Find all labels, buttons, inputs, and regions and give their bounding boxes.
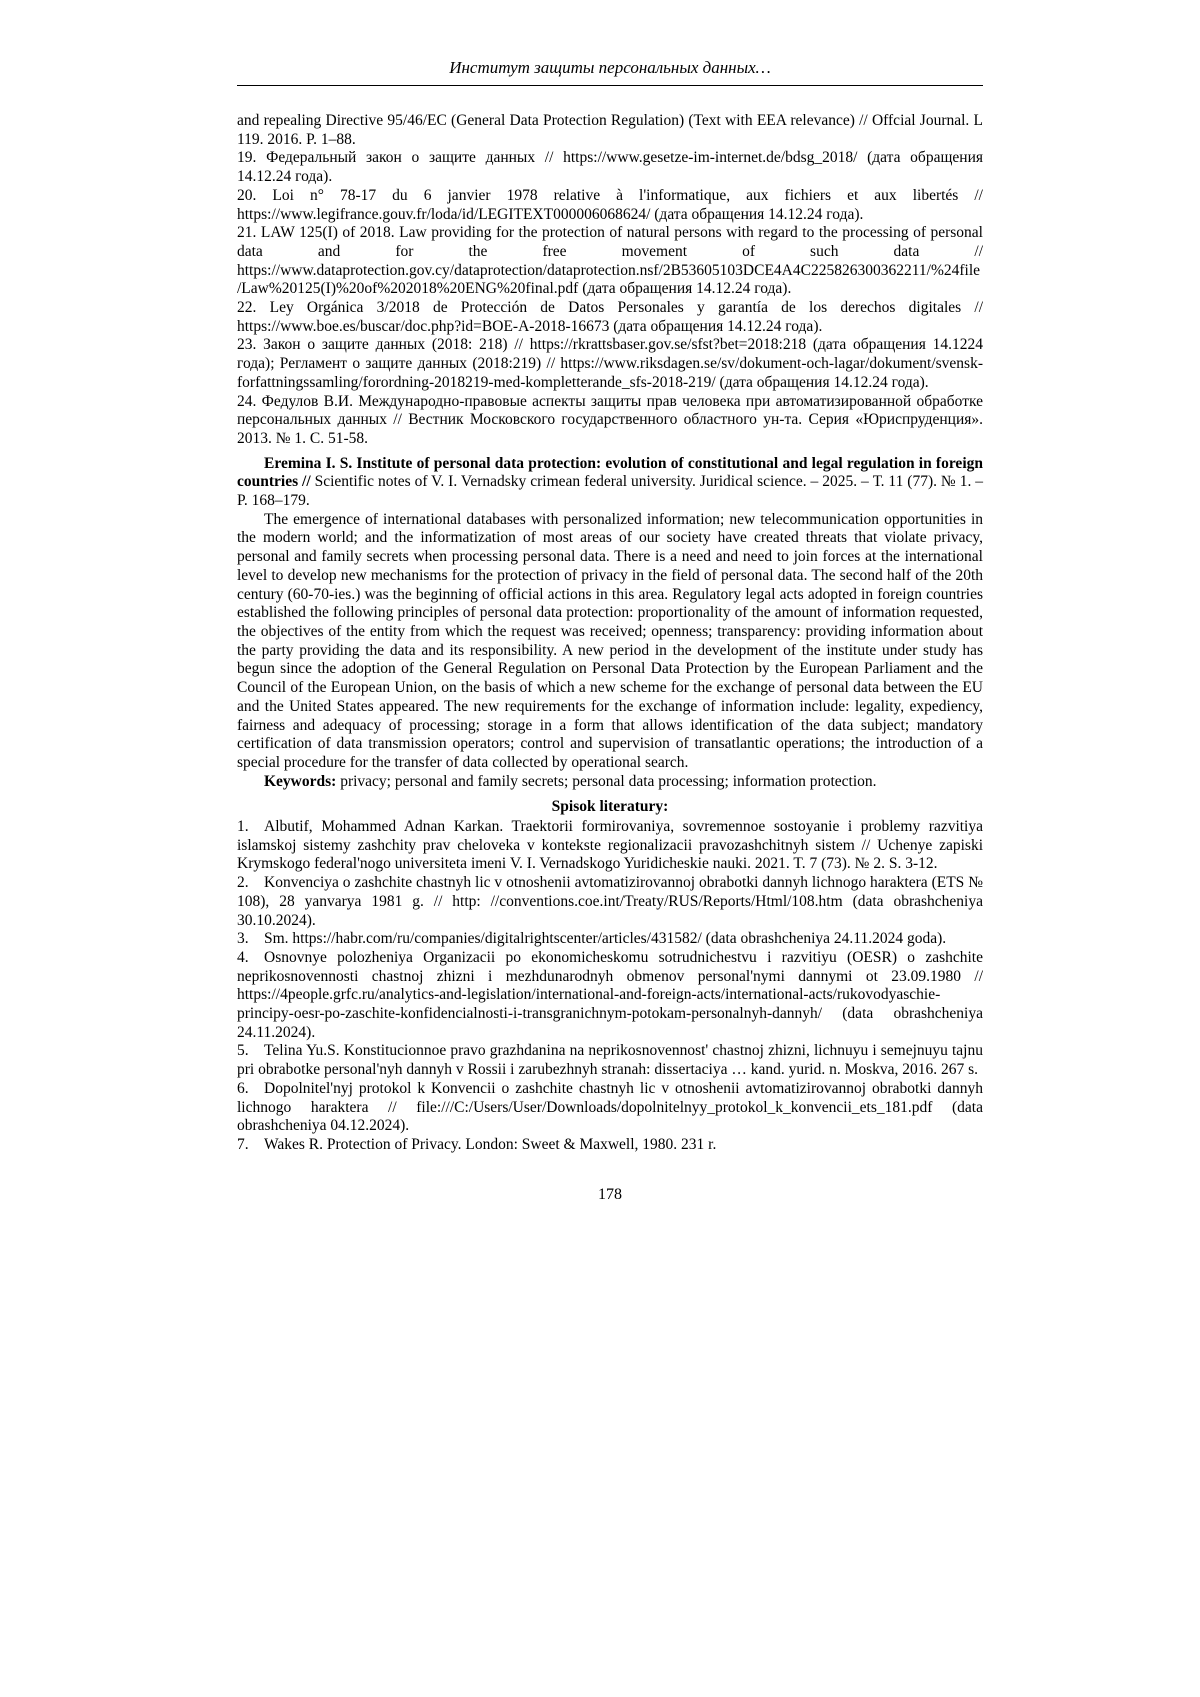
reference-item-20: 20. Loi n° 78-17 du 6 janvier 1978 relative à l'informatique, aux fichiers et aux libertés // https://www.legifrance.gouv.fr/loda/id/LEGITEXT000006068624/ (дата обращения 14.12.24 года). (237, 186, 983, 223)
item-text: Sm. https://habr.com/ru/companies/digitalrightscenter/articles/431582/ (data obrashcheniya 24.11.2024 goda). (264, 930, 947, 948)
item-text: Telina Yu.S. Konstitucionnoe pravo grazhdanina na neprikosnovennost' chastnoj zhizni, lichnuyu i semejnuyu tajnu pri obrabotke personal'nyh dannyh v Rossii i zarubezhnyh stranah: dissertaciya … kand. yurid. n. Moskva, 2016. 267 s. (237, 1042, 983, 1079)
item-number: 6. (237, 1079, 249, 1097)
citation-bold-lead: Eremina I. S. Institute of personal data protection: evolution of constitutional and legal regulation in foreign countries // (237, 454, 983, 491)
item-text: Osnovnye polozheniya Organizacii po ekonomicheskomu sotrudnichestvu i razvitiyu (OESR) o zashchite neprikosnovennosti chastnoj zhizni i mezhdunarodnyh obmenov personal'nymi dannymi ot 23.09.1980 // https://4people.grfc.ru/analytics-and-legislation/international-and-foreign-acts/international-acts/rukovodyaschie-principy-oesr-po-zaschite-konfidencialnosti-i-transgranichnym-potokam-personalnyh-dannyh/ (data obrashcheniya 24.11.2024). (237, 948, 983, 1041)
bibliography-item-3 (237, 930, 983, 949)
page-number: 178 (598, 1185, 622, 1203)
item-number: 1. (237, 818, 249, 836)
bibliography-heading: Spisok literatury: (551, 798, 669, 816)
item-number: 5. (237, 1042, 249, 1060)
item-number: 7. (237, 1135, 249, 1153)
bibliography-item-5 (237, 1042, 983, 1079)
bibliography-item-4 (237, 949, 983, 1043)
citation-source: Scientific notes of V. I. Vernadsky crimean federal university. Juridical science. – 2025. – Т. 11 (77). № 1. – P. 168–179. (237, 473, 984, 510)
bibliography-item-7 (237, 1136, 983, 1155)
abstract-paragraph: The emergence of international databases with personalized information; new telecommunication opportunities in the modern world; and the informatization of most areas of our society have created threats that violate privacy, personal and family secrets when processing personal data. There is a need and need to join forces at the international level to develop new mechanisms for the protection of privacy in the field of personal data. The second half of the 20th century (60-70-ies.) was the beginning of official actions in this area. Regulatory legal acts adopted in foreign countries established the following principles of personal data protection: proportionality of the amount of information requested, the objectives of the entity from which the request was received; openness; transparency: providing information about the party providing the data and its responsibility. A new period in the development of the institute under study has begun since the adoption of the General Regulation on Personal Data Protection by the European Parliament and the Council of the European Union, on the basis of which a new scheme for the exchange of personal data between the EU and the United States appeared. The new requirements for the exchange of information include: legality, expediency, fairness and adequacy of processing; storage in a form that allows identification of the data subject; mandatory certification of data transmission operators; control and supervision of transatlantic operations; the introduction of a special procedure for the transfer of data collected by operational search. (237, 510, 983, 771)
item-number: 2. (237, 874, 249, 892)
reference-continuation: and repealing Directive 95/46/EC (General Data Protection Regulation) (Text with EEA relevance) // Offcial Journal. L 119. 2016. P. 1–88. (237, 112, 983, 148)
item-text: Wakes R. Protection of Privacy. London: Sweet & Maxwell, 1980. 231 r. (264, 1135, 717, 1153)
keywords-label: Keywords: (264, 772, 337, 790)
bibliography-section (237, 818, 983, 1155)
keywords-text: privacy; personal and family secrets; personal data processing; information protection. (340, 772, 877, 790)
reference-item-24: 24. Федулов В.И. Международно-правовые аспекты защиты прав человека при автоматизированной обработке персональных данных // Вестник Московского государственного областного ун-та. Серия «Юриспруденция». 2013. № 1. С. 51-58. (237, 392, 983, 447)
bibliography-item-1 (237, 818, 983, 874)
bibliography-item-2 (237, 874, 983, 930)
references-section (237, 112, 983, 449)
citation-paragraph (237, 455, 983, 511)
keywords-paragraph (237, 773, 983, 792)
header-rule (237, 85, 983, 86)
running-header: Институт защиты персональных данных… (449, 58, 771, 77)
reference-item-21: 21. LAW 125(I) of 2018. Law providing for the protection of natural persons with regard to the processing of personal data and for the free movement of such data // https://www.dataprotection.gov.cy/dataprotection/dataprotection.nsf/2B53605103DCE4A4C225826300362211/%24file/Law%20125(I)%20of%202018%20ENG%20final.pdf (дата обращения 14.12.24 года). (237, 224, 983, 298)
item-text: Dopolnitel'nyj protokol k Konvencii o zashchite chastnyh lic v otnoshenii avtomatizirovannoj obrabotki dannyh lichnogo haraktera // file:///C:/Users/User/Downloads/dopolnitelnyy_protokol_k_konvencii_ets_181.pdf (data obrashcheniya 04.12.2024). (237, 1079, 983, 1135)
bibliography-item-6 (237, 1080, 983, 1136)
reference-item-22: 22. Ley Orgánica 3/2018 de Protección de Datos Personales y garantía de los derechos digitales // https://www.boe.es/buscar/doc.php?id=BOE-A-2018-16673 (дата обращения 14.12.24 года). (237, 299, 983, 335)
item-number: 3. (237, 930, 249, 948)
item-text: Konvenciya o zashchite chastnyh lic v otnoshenii avtomatizirovannoj obrabotki dannyh lichnogo haraktera (ETS № 108), 28 yanvarya 1981 g. // http: //conventions.coe.int/Treaty/RUS/Reports/Html/108.htm (data obrashcheniya 30.10.2024). (237, 874, 983, 929)
reference-item-23: 23. Закон о защите данных (2018: 218) // https://rkrattsbaser.gov.se/sfst?bet=2018:218 (дата обращения 14.1224 года); Регламент о защите данных (2018:219) // https://www.riksdagen.se/sv/dokument-och-lagar/dokument/svensk-forfattningssamling/forordning-2018219-med-kompletterande_sfs-2018-219/ (дата обращения 14.12.24 года). (237, 336, 983, 391)
item-number: 4. (237, 948, 249, 966)
reference-item-19: 19. Федеральный закон о защите данных // https://www.gesetze-im-internet.de/bdsg_2018/ (дата обращения 14.12.24 года). (237, 149, 983, 186)
item-text: Albutif, Mohammed Adnan Karkan. Traektorii formirovaniya, sovremennoe sostoyanie i problemy razvitiya islamskoj sistemy zashchity prav cheloveka v kontekste regionalizacii pravozashchitnyh sistem // Uchenye zapiski Krymskogo federal'nogo universiteta imeni V. I. Vernadskogo Yuridicheskie nauki. 2021. T. 7 (73). № 2. S. 3-12. (237, 818, 983, 873)
